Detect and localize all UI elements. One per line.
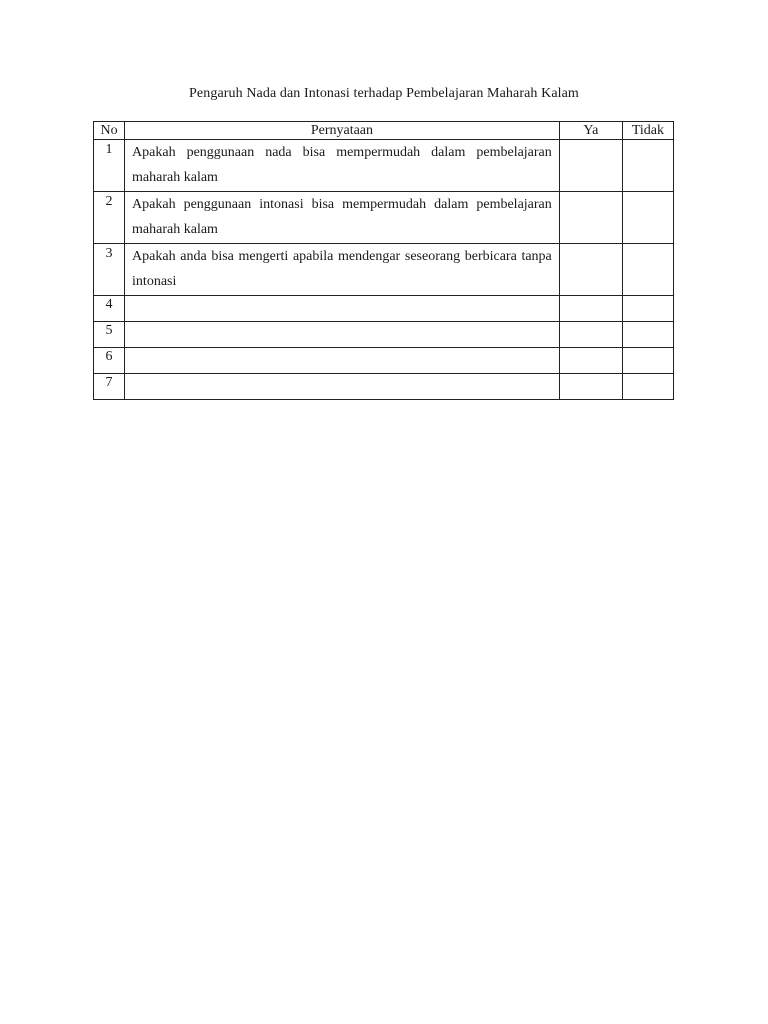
table-row — [94, 322, 674, 348]
table-row — [94, 192, 674, 244]
row-number: 5 — [94, 322, 125, 348]
no-answer-cell[interactable] — [622, 348, 673, 374]
yes-cell[interactable] — [559, 192, 622, 244]
row-number: 3 — [94, 244, 125, 296]
yes-cell[interactable] — [559, 296, 622, 322]
table-row — [94, 374, 674, 400]
statement-text: Apakah anda bisa mengerti apabila mendengar seseorang berbicara tanpa intonasi — [132, 249, 552, 289]
table-header-row — [94, 122, 674, 140]
statement-text: Apakah penggunaan nada bisa mempermudah dalam pembelajaran maharah kalam — [132, 145, 552, 185]
table-row — [94, 140, 674, 192]
questionnaire-table — [93, 121, 674, 400]
statement-text: Apakah penggunaan intonasi bisa mempermudah dalam pembelajaran maharah kalam — [132, 197, 552, 237]
table-row — [94, 348, 674, 374]
no-answer-cell[interactable] — [622, 244, 673, 296]
header-no: No — [94, 122, 125, 140]
yes-cell[interactable] — [559, 140, 622, 192]
table-row — [94, 296, 674, 322]
header-yes: Ya — [559, 122, 622, 140]
statement-cell — [125, 140, 560, 192]
row-number: 7 — [94, 374, 125, 400]
statement-cell[interactable] — [125, 374, 560, 400]
statement-cell[interactable] — [125, 322, 560, 348]
no-answer-cell[interactable] — [622, 322, 673, 348]
header-statement: Pernyataan — [125, 122, 560, 140]
no-answer-cell[interactable] — [622, 140, 673, 192]
no-answer-cell[interactable] — [622, 192, 673, 244]
statement-cell[interactable] — [125, 296, 560, 322]
table-row — [94, 244, 674, 296]
row-number: 4 — [94, 296, 125, 322]
statement-cell — [125, 192, 560, 244]
yes-cell[interactable] — [559, 322, 622, 348]
row-number: 2 — [94, 192, 125, 244]
yes-cell[interactable] — [559, 348, 622, 374]
no-answer-cell[interactable] — [622, 296, 673, 322]
yes-cell[interactable] — [559, 244, 622, 296]
row-number: 6 — [94, 348, 125, 374]
statement-cell — [125, 244, 560, 296]
statement-cell[interactable] — [125, 348, 560, 374]
document-title: Pengaruh Nada dan Intonasi terhadap Pembelajaran Maharah Kalam — [189, 86, 579, 101]
header-no-answer: Tidak — [622, 122, 673, 140]
row-number: 1 — [94, 140, 125, 192]
yes-cell[interactable] — [559, 374, 622, 400]
no-answer-cell[interactable] — [622, 374, 673, 400]
